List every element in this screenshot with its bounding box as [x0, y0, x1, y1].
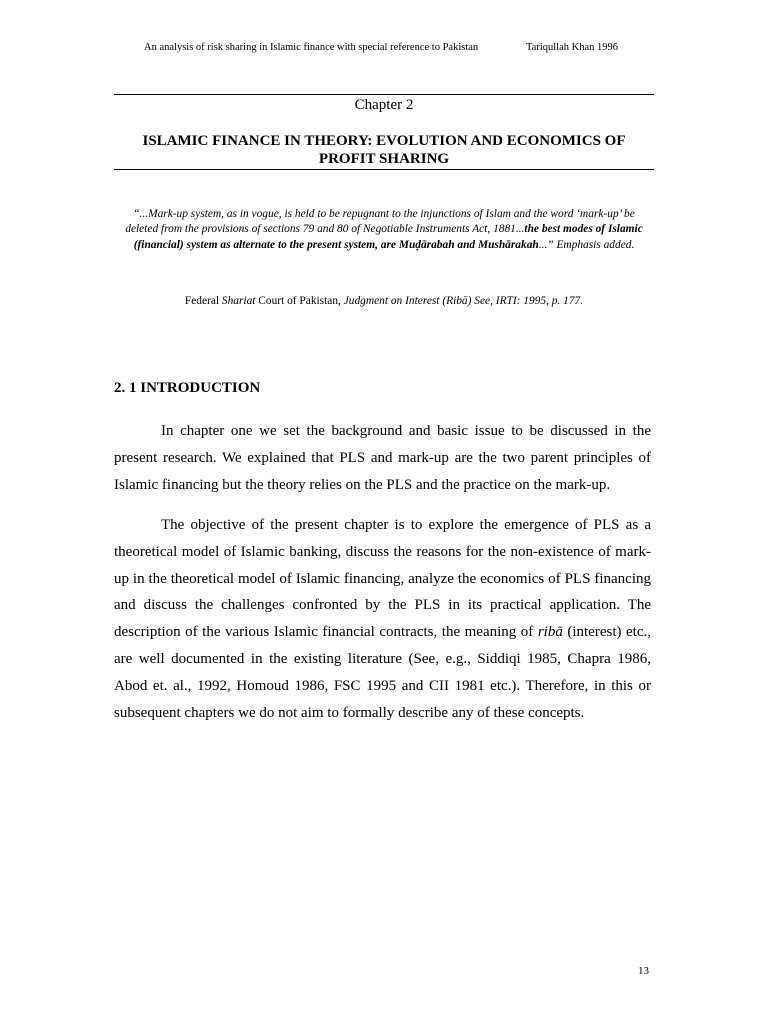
epigraph-quote-emphasis: the best modes of Islamic (financial) system as alternate to the present system, are Muḍārabah and Mushārakah: [133, 223, 643, 251]
running-header-title: An analysis of risk sharing in Islamic finance with special reference to Pakistan: [144, 42, 479, 53]
chapter-title-line-2: PROFIT SHARING: [318, 151, 450, 167]
page-number: 13: [638, 965, 649, 977]
section-heading: 2. 1 INTRODUCTION: [114, 380, 261, 396]
epigraph-quote: [116, 207, 652, 253]
paragraph-2-text-start: The objective of the present chapter is to explore the emergence of PLS as a theoretical model of Islamic banking, discuss the reasons for the non-existence of mark-up in the theoretical model of Islamic financing, analyze the economics of PLS financing and discuss the challenges confronted by the PLS in its practical application. The description of the various Islamic financial contracts, the meaning of: [114, 517, 651, 641]
top-rule: [114, 94, 654, 95]
chapter-title: [114, 132, 654, 168]
running-header-author: Tariqullah Khan 1996: [526, 42, 618, 53]
epigraph-citation: [116, 294, 652, 309]
epigraph-quote-text: “...Mark-up system, as in vogue, is held to be repugnant to the injunctions of Islam and the word ‘mark-up’ be deleted from the provisions of sections 79 and 80 of Negotiable Instruments Act, 1881...: [125, 208, 635, 236]
citation-prefix: Federal: [184, 295, 222, 307]
paragraph-2-text-end: (interest) etc., are well documented in the existing literature (See, e.g., Siddiqi 1985, Chapra 1986, Abod et. al., 1992, Homoud 1986, FSC 1995 and CII 1981 etc.). Therefore, in this or subsequent chapters we do not aim to formally describe any of these concepts.: [114, 624, 651, 721]
paragraph-2-riba: ribā: [537, 624, 563, 641]
paragraph-1: In chapter one we set the background and basic issue to be discussed in the present research. We explained that PLS and mark-up are the two parent principles of Islamic financing but the theory relies on the PLS and the practice on the mark-up.: [114, 423, 651, 493]
chapter-title-line-1: ISLAMIC FINANCE IN THEORY: EVOLUTION AND ECONOMICS OF: [142, 133, 626, 149]
chapter-label: Chapter 2: [354, 97, 414, 113]
bottom-rule: [114, 169, 654, 170]
citation-mid: Court of Pakistan,: [255, 295, 344, 307]
citation-shariat: Shariat: [221, 295, 256, 307]
epigraph-quote-end: ...” Emphasis added.: [538, 238, 635, 251]
paragraph-2: [114, 512, 651, 726]
citation-source: Judgment on Interest (Ribā) See, IRTI: 1995, p. 177.: [343, 295, 584, 307]
